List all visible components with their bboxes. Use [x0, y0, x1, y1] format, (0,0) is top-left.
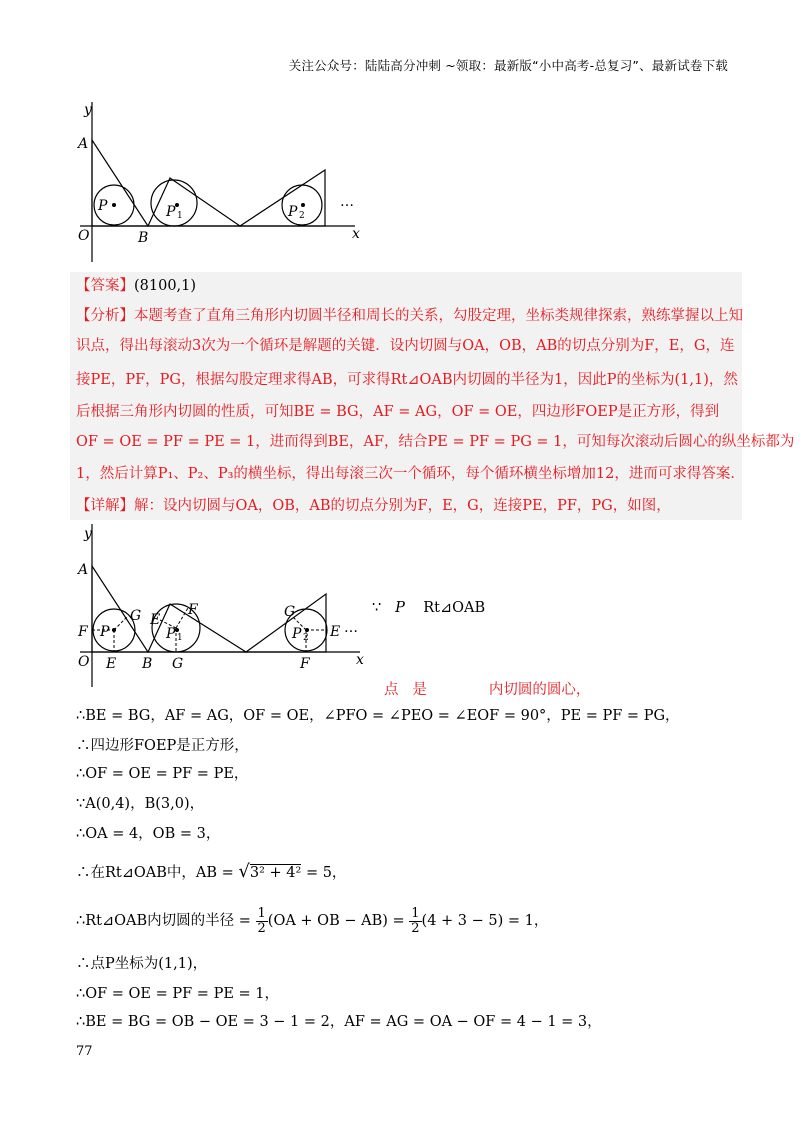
page-header: 关注公众号：陆陆高分冲刺 ~领取：最新版“小中高考-总复习”、最新试卷下载	[288, 58, 728, 73]
step-8: ∴点P坐标为(1,1)，	[76, 956, 208, 972]
svg-text:P: P	[166, 626, 176, 642]
label-p1-sub: 1	[177, 211, 183, 221]
svg-text:B: B	[142, 656, 153, 672]
label-b: B	[138, 230, 149, 246]
svg-text:1: 1	[177, 633, 183, 643]
step-5: ∴OA = 4，OB = 3，	[76, 826, 221, 842]
figure-incircle-detail	[70, 522, 370, 690]
svg-text:G: G	[172, 656, 184, 672]
page-number: 77	[76, 1044, 93, 1059]
step-10: ∴BE = BG = OB − OE = 3 − 1 = 2，AF = AG = OA − OF = 4 − 1 = 3，	[76, 1014, 602, 1030]
analysis-line-1: 【分析】本题考查了直角三角形内切圆半径和周长的关系，勾股定理，坐标类规律探索，熟练掌握以上知	[76, 308, 743, 324]
svg-text:A: A	[78, 562, 89, 578]
analysis-line-4: 后根据三角形内切圆的性质，可知BE = BG，AF = AG，OF = OE，四边形FOEP是正方形，得到	[76, 404, 720, 420]
label-o: O	[78, 228, 90, 244]
step-2: ∴四边形FOEP是正方形，	[76, 738, 249, 754]
svg-text:F: F	[78, 624, 88, 640]
svg-text:P: P	[100, 624, 110, 640]
svg-text:x: x	[356, 652, 364, 668]
step-1: ∴BE = BG，AF = AG，OF = OE，∠PFO = ∠PEO = ∠EOF = 90°，PE = PF = PG，	[76, 708, 680, 724]
incenter-annotation: 点 是 内切圆的圆心，	[384, 682, 591, 698]
label-y: y	[84, 102, 92, 118]
step-3: ∴OF = OE = PF = PE，	[76, 766, 249, 782]
step-7: ∴Rt⊿OAB内切圆的半径 = $\frac{1}{2}$ (OA + OB − AB) = $\frac{1}{2}$ (4 + 3 − 5) = 1，	[76, 905, 549, 936]
label-p2-sub: 2	[299, 211, 305, 221]
label-p: P	[98, 198, 108, 214]
figure-rolling-triangle	[70, 100, 370, 265]
analysis-line-6: 1，然后计算P₁、P₂、P₃的横坐标，得出每滚三次一个循环，每个循环横坐标增加12，进而可求得答案．	[76, 466, 745, 482]
label-a: A	[78, 136, 89, 152]
svg-text:F: F	[188, 602, 198, 618]
svg-text:O: O	[78, 654, 90, 670]
step-4: ∵A(0,4)，B(3,0)，	[76, 796, 205, 812]
figure-2-box	[70, 522, 370, 690]
analysis-line-3: 接PE，PF，PG，根据勾股定理求得AB，可求得Rt⊿OAB内切圆的半径为1，因此P的坐标为(1,1)，然	[76, 372, 738, 388]
step-6: ∴在Rt⊿OAB中，AB = √3² + 4² = 5，	[76, 861, 347, 882]
svg-text:2: 2	[303, 633, 309, 643]
svg-text:G: G	[130, 608, 142, 624]
svg-text:y: y	[84, 526, 92, 542]
svg-text:E: E	[150, 612, 161, 628]
detail-line-1: 【详解】解：设内切圆与OA，OB，AB的切点分别为F，E，G，连接PE，PF，PG，如图，	[76, 498, 671, 514]
svg-text:E: E	[106, 656, 117, 672]
label-x: x	[352, 226, 360, 242]
svg-text:P: P	[292, 626, 302, 642]
svg-text:F: F	[300, 656, 310, 672]
step-9: ∴OF = OE = PF = PE = 1，	[76, 986, 279, 1002]
because-annotation: ∵ P Rt⊿OAB	[372, 600, 486, 616]
analysis-line-5: OF = OE = PF = PE = 1，进而得到BE，AF，结合PE = PF = PG = 1，可知每次滚动后圆心的纵坐标都为	[76, 434, 795, 450]
svg-text:…: …	[344, 620, 358, 636]
answer-line: 【答案】(8100,1)	[76, 278, 197, 294]
svg-text:E: E	[330, 624, 341, 640]
analysis-line-2: 识点，得出每滚动3次为一个循环是解题的关键．设内切圆与OA，OB，AB的切点分别为F，E，G，连	[76, 338, 735, 354]
label-p1: P	[166, 204, 176, 220]
svg-text:G: G	[284, 604, 296, 620]
label-dots: …	[340, 194, 354, 210]
label-p2: P	[288, 204, 298, 220]
